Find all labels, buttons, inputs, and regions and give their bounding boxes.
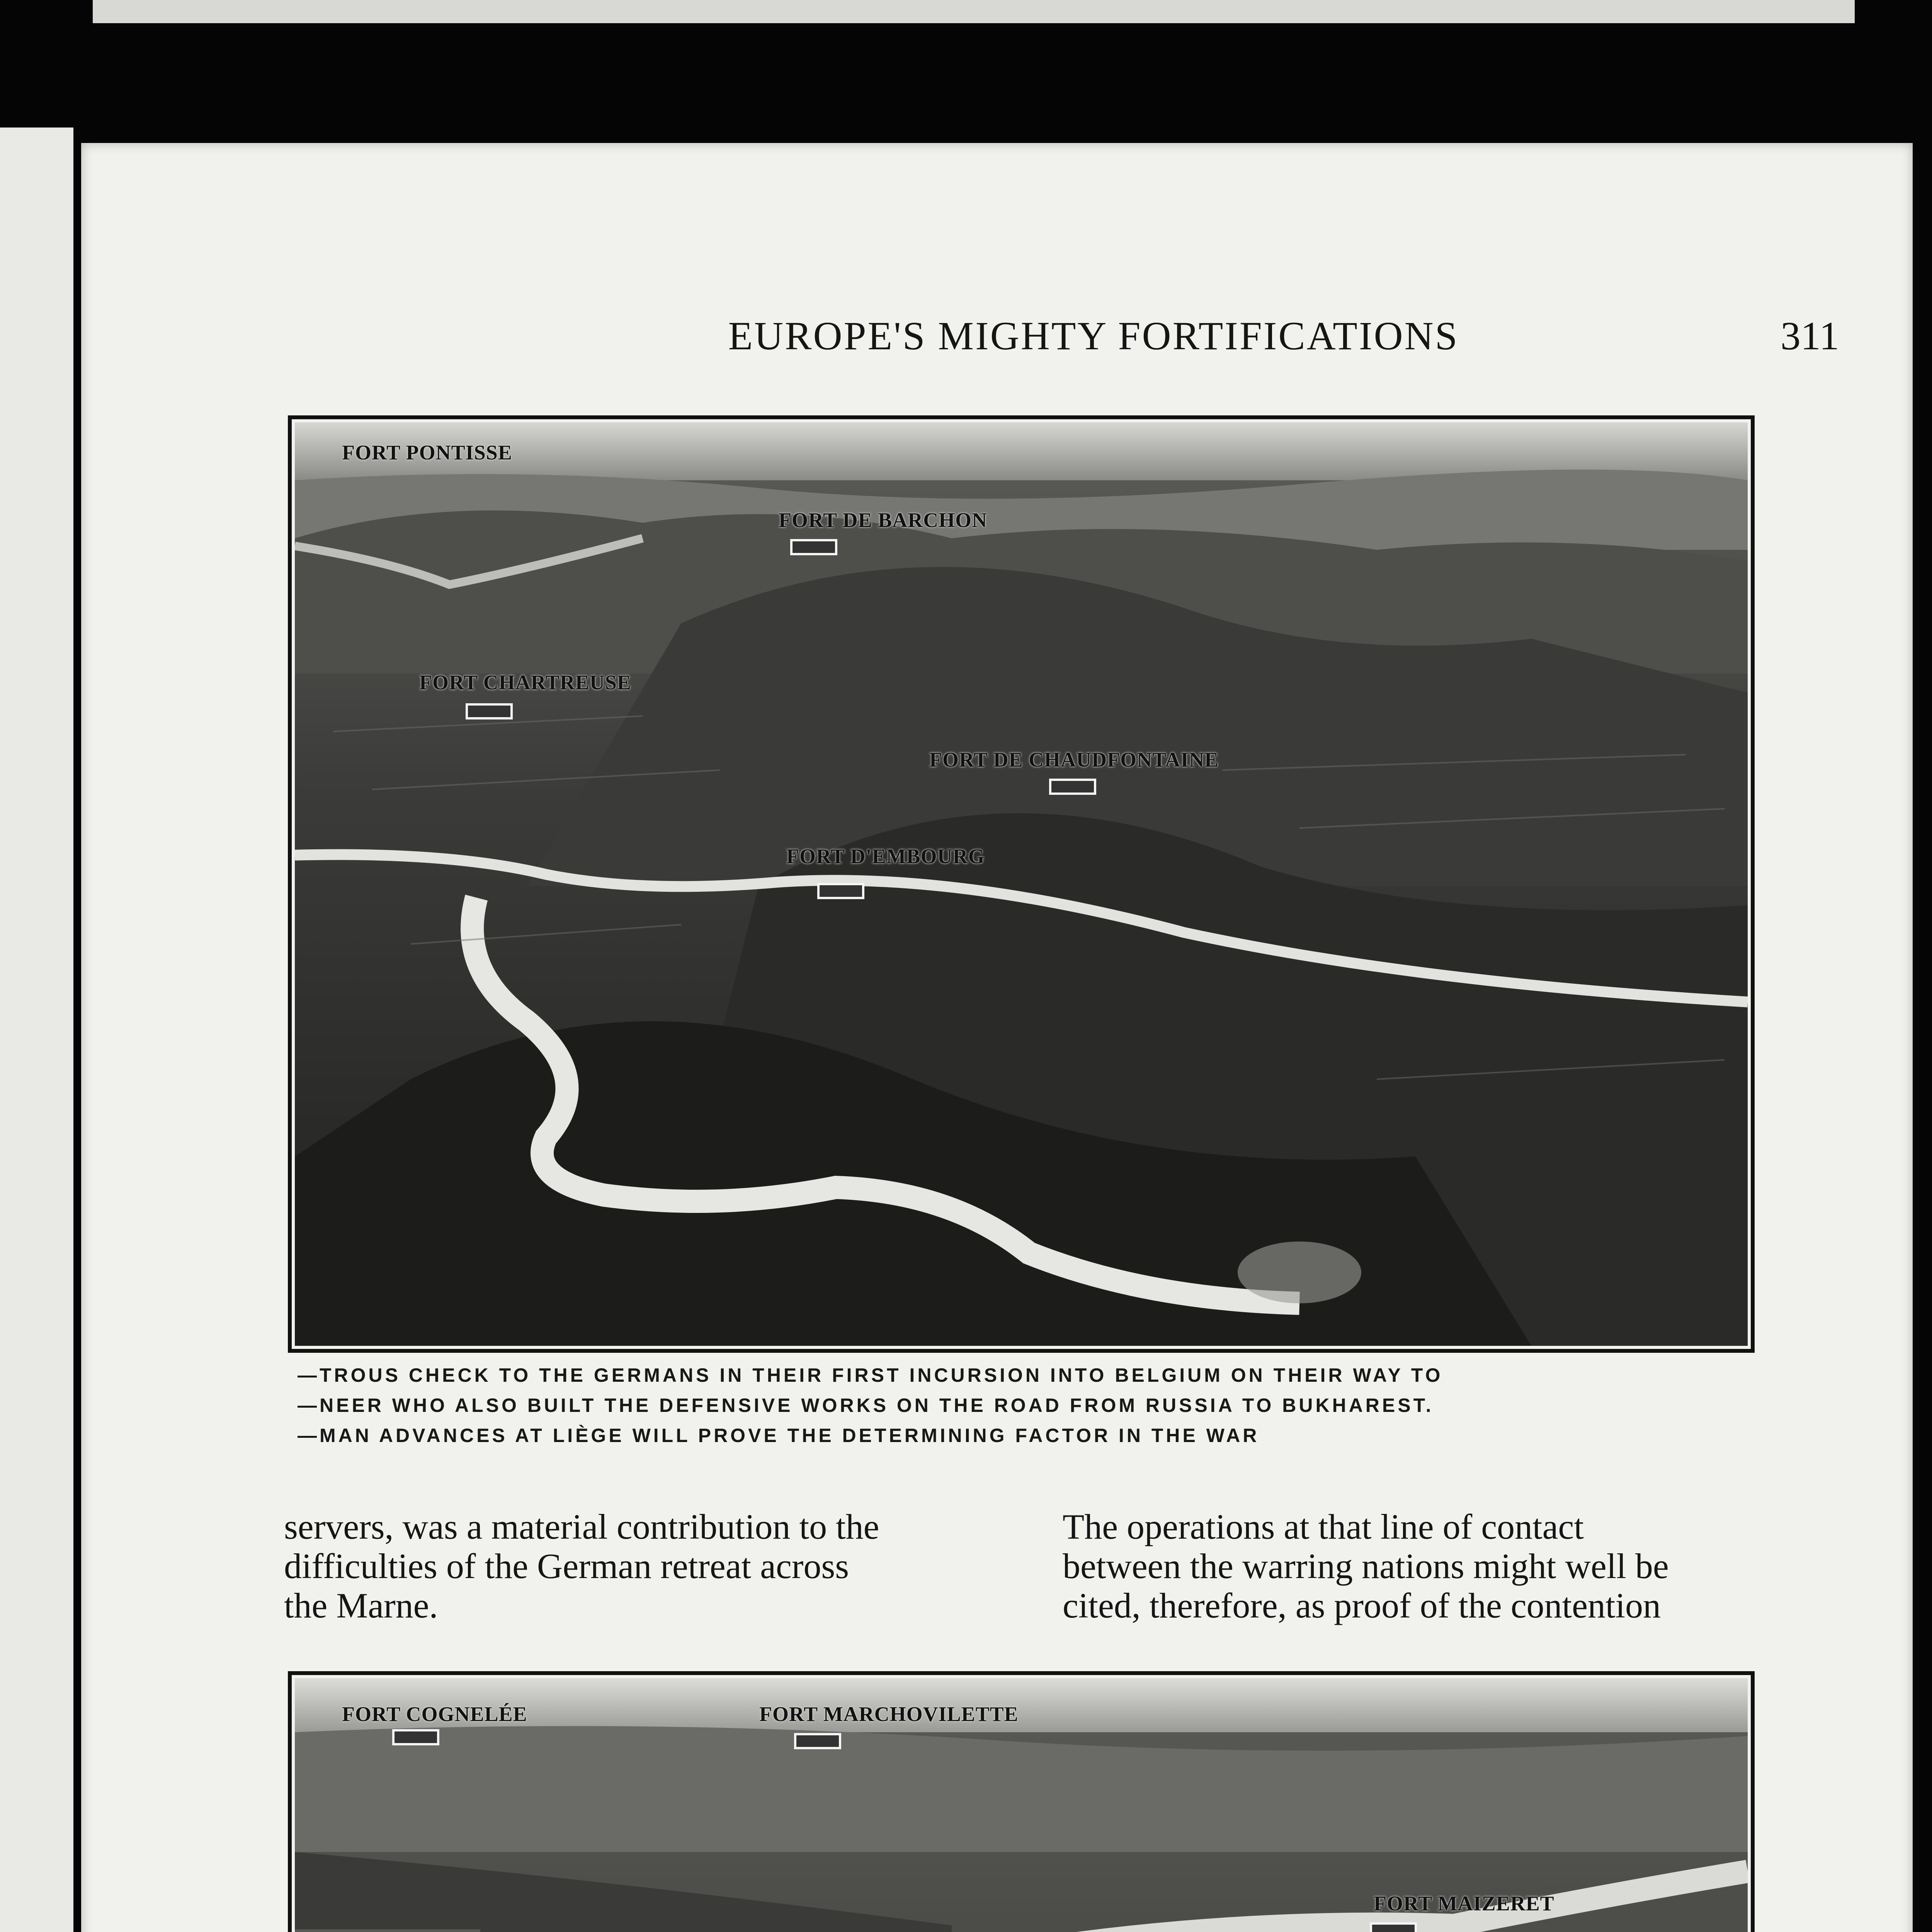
top-page-edge: [93, 0, 1855, 23]
body-line: difficulties of the German retreat across: [284, 1546, 849, 1586]
fort-chartreuse-marker: [466, 703, 513, 719]
fort-embourg-label: FORT D'EMBOURG: [786, 845, 985, 868]
fort-cognelee-marker: [392, 1729, 439, 1745]
body-column-right: [1063, 1507, 1797, 1625]
fort-chartreuse-label: FORT CHARTREUSE: [419, 671, 631, 694]
bottom-illustration-namur: [288, 1671, 1755, 1932]
fort-pontisse-label: FORT PONTISSE: [342, 441, 512, 464]
fort-marchovilette-marker: [794, 1733, 841, 1749]
body-line: The operations at that line of contact: [1063, 1507, 1584, 1546]
page-number: 311: [1780, 314, 1839, 358]
magazine-page: [81, 143, 1913, 1932]
fort-cognelee-label: FORT COGNELÉE: [342, 1702, 527, 1726]
fort-maizeret-marker: [1370, 1922, 1417, 1932]
top-illustration-caption: [298, 1360, 1804, 1451]
running-title: EUROPE'S MIGHTY FORTIFICATIONS: [728, 314, 1459, 358]
body-line: between the warring nations might well be: [1063, 1546, 1669, 1586]
body-column-left: [284, 1507, 1018, 1625]
caption-line: —MAN ADVANCES AT LIÈGE WILL PROVE THE DETERMINING FACTOR IN THE WAR: [298, 1425, 1260, 1446]
fort-marchovilette-label: FORT MARCHOVILETTE: [759, 1702, 1019, 1726]
fort-maizeret-label: FORT MAIZERET: [1374, 1892, 1554, 1915]
fort-embourg-marker: [817, 883, 864, 899]
body-line: servers, was a material contribution to the: [284, 1507, 879, 1546]
caption-line: —NEER WHO ALSO BUILT THE DEFENSIVE WORKS ON THE ROAD FROM RUSSIA TO BUKHAREST.: [298, 1395, 1434, 1416]
fort-barchon-label: FORT DE BARCHON: [779, 509, 988, 532]
fort-chaudfontaine-label: FORT DE CHAUDFONTAINE: [929, 748, 1219, 771]
body-line: cited, therefore, as proof of the contention: [1063, 1586, 1661, 1625]
fort-chaudfontaine-marker: [1049, 779, 1096, 795]
left-page-edge: [0, 128, 73, 1932]
body-line: the Marne.: [284, 1586, 438, 1625]
fort-barchon-marker: [790, 539, 837, 555]
top-illustration-liege: [288, 415, 1755, 1353]
aerial-view-liege-forts: [295, 422, 1748, 1346]
caption-line: —TROUS CHECK TO THE GERMANS IN THEIR FIRST INCURSION INTO BELGIUM ON THEIR WAY TO: [298, 1364, 1443, 1386]
